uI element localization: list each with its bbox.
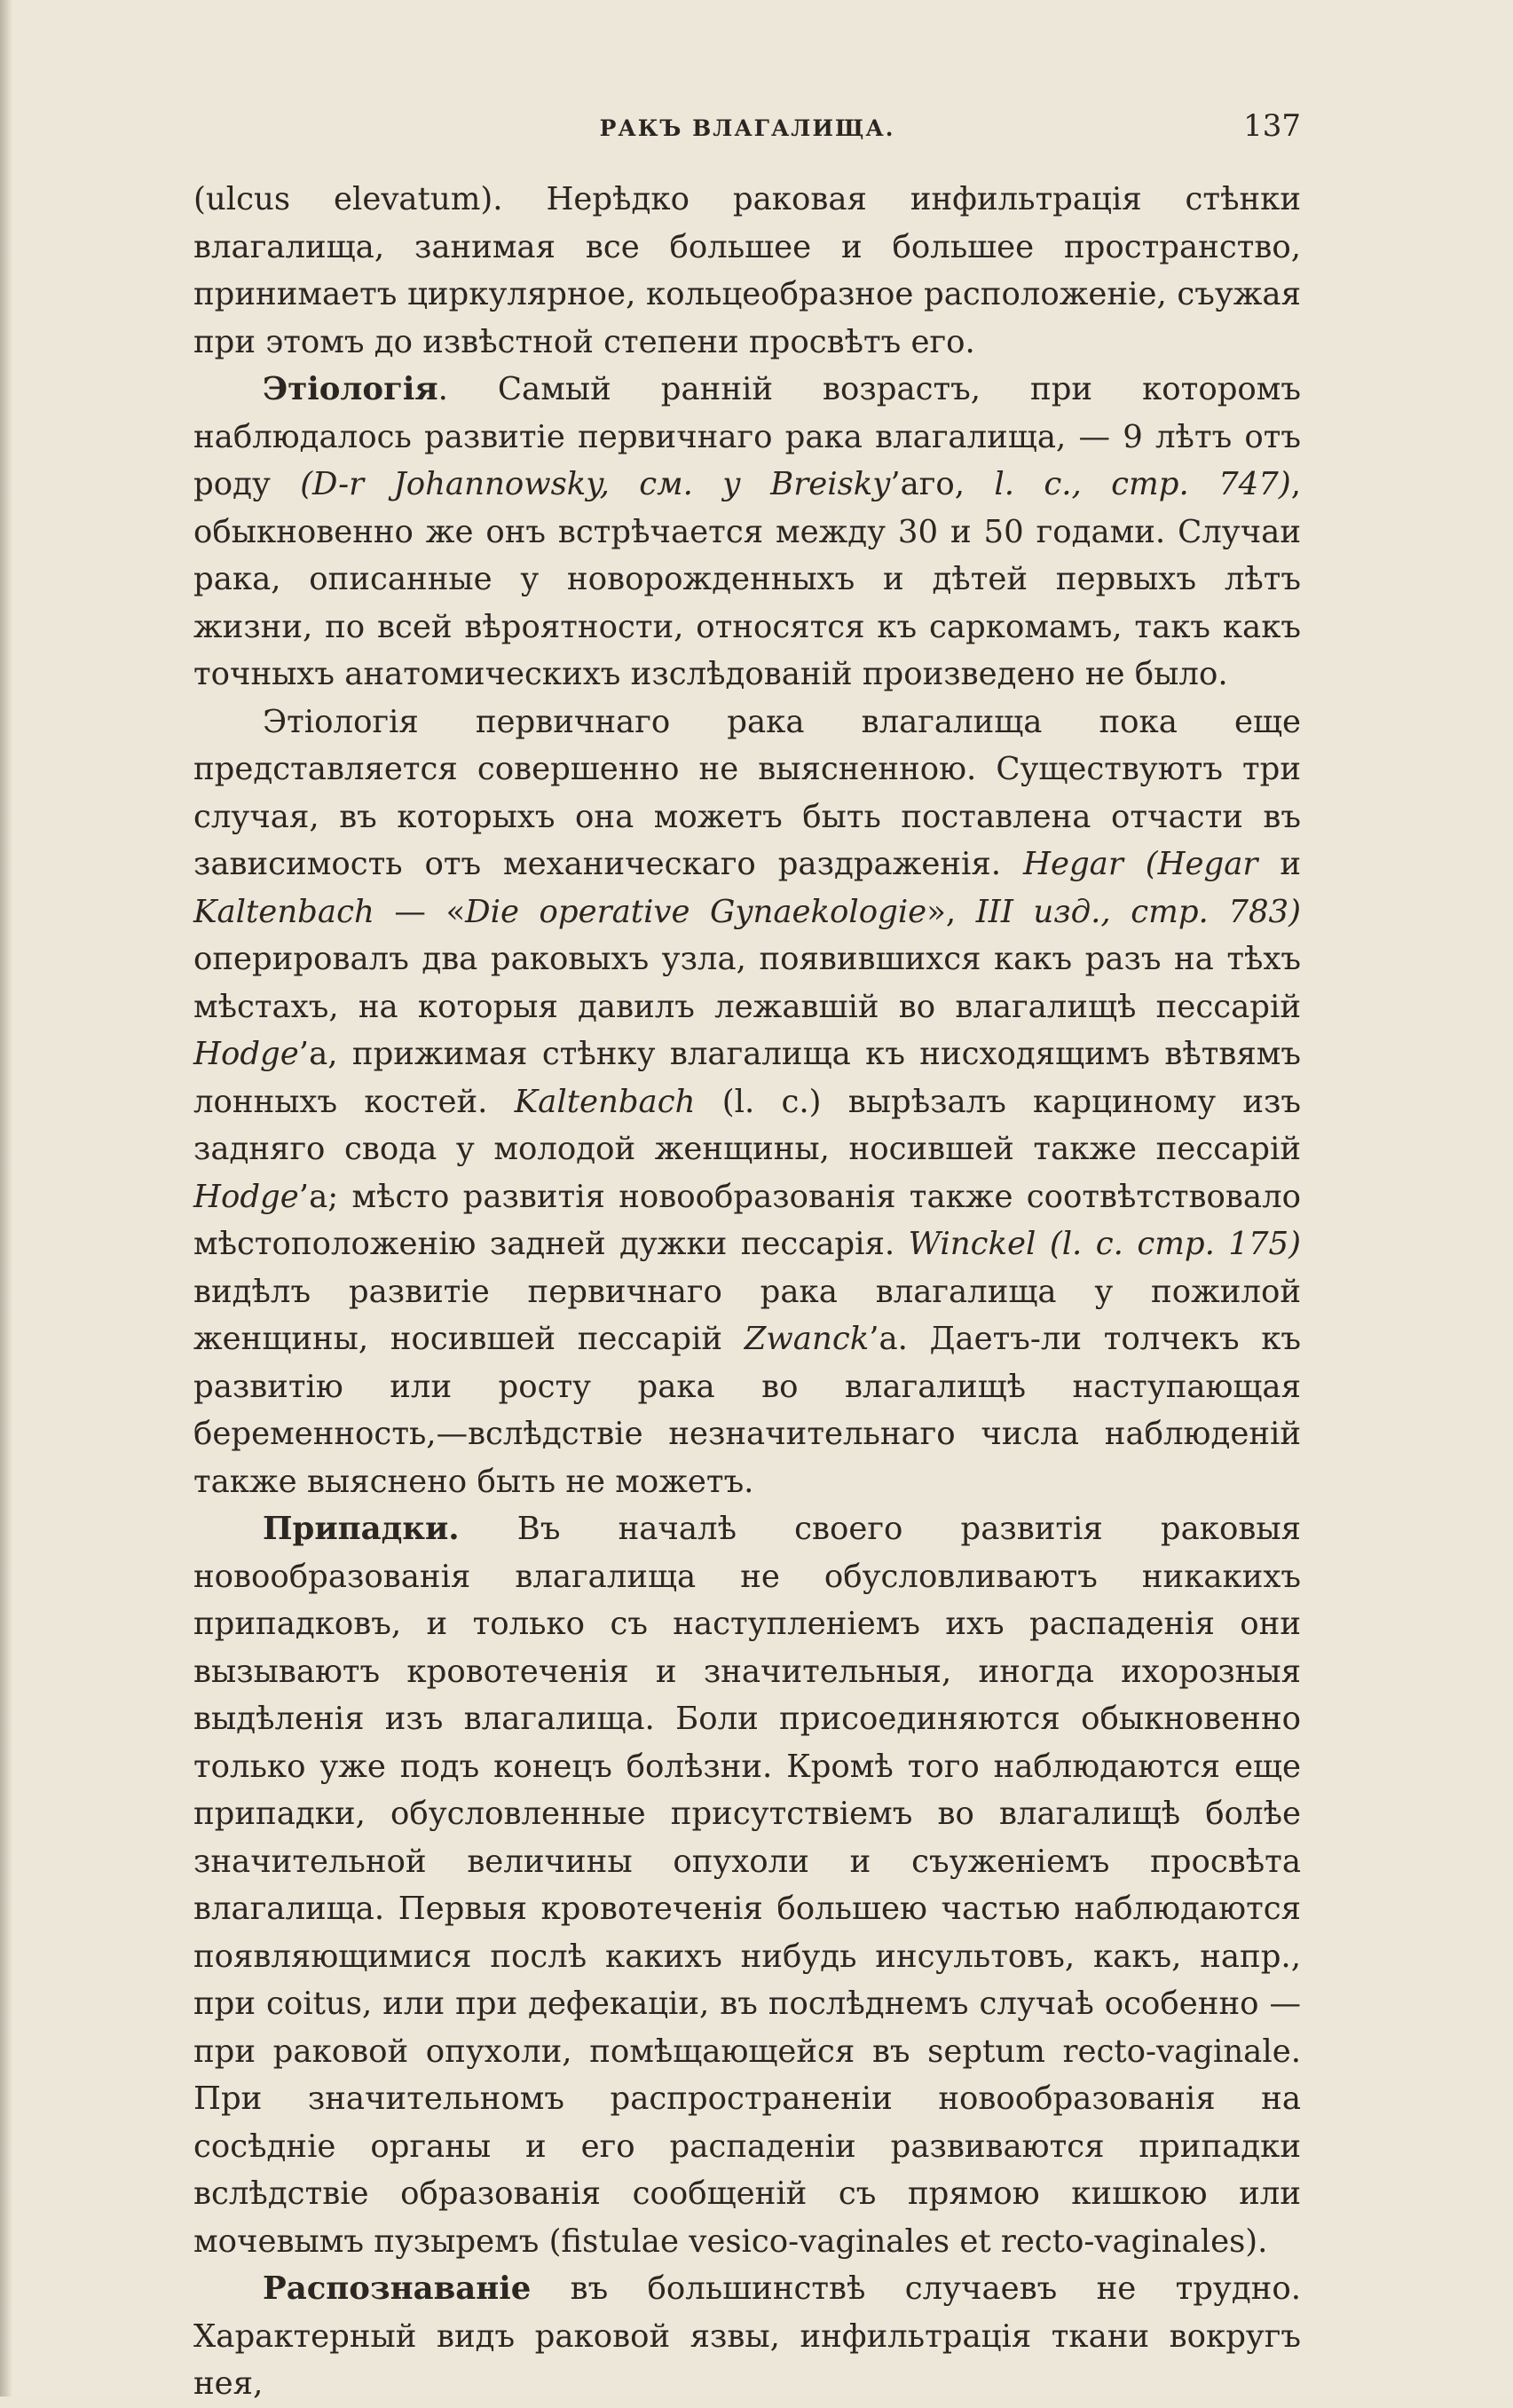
paragraph-text: — « <box>374 893 466 930</box>
citation-text: Kaltenbach <box>193 893 374 930</box>
page-edge-shadow <box>0 0 12 2396</box>
citation-text: (D-r Johannowsky, см. у Breisky <box>300 466 891 502</box>
citation-text: Zwanck <box>744 1321 870 1357</box>
paragraph-text: ’аго, <box>890 466 995 502</box>
citation-text: Winckel (l. c. стр. 175) <box>908 1226 1301 1262</box>
citation-text: Die operative Gynaekologie <box>465 893 927 930</box>
citation-text: Kaltenbach <box>514 1083 696 1120</box>
paragraph-text: , обыкновенно же онъ встрѣчается между 30 и 50 годами. Случаи рака, описанные у новорожденныхъ и дѣтей первыхъ лѣтъ жизни, по всей вѣроятности, относятся къ саркомамъ, такъ какъ точныхъ анатомическихъ изслѣдованій произведено не было. <box>193 466 1301 692</box>
paragraph <box>193 699 1301 1506</box>
paragraph-text: ’а, прижимая стѣнку влагалища къ нисходящимъ вѣтвямъ лонныхъ костей. <box>193 1036 1301 1120</box>
paragraph-text: ’а; мѣсто развитія новообразованія также соотвѣтствовало мѣстоположенію задней дужки пессарія. <box>193 1178 1301 1262</box>
paragraph-text: въ большинствѣ случаевъ не трудно. Характерный видъ раковой язвы, инфильтрація ткани вокругъ нея, <box>193 2270 1301 2402</box>
section-heading: Припадки. <box>263 1511 460 1547</box>
paragraph <box>193 366 1301 699</box>
paragraph-text: и <box>1257 846 1301 882</box>
citation-text: Hegar (Hegar <box>1022 846 1258 882</box>
page-header <box>193 108 1301 153</box>
section-heading: Распознаваніе <box>263 2270 532 2307</box>
paragraph-text: Въ началѣ своего развитія раковыя новообразованія влагалища не обусловливаютъ никакихъ припадковъ, и только съ наступленіемъ ихъ распаденія они вызываютъ кровотеченія и значительныя, иногда ихорозныя выдѣленія изъ влагалища. Боли присоединяются обыкновенно только уже подъ конецъ болѣзни. Кромѣ того наблюдаются еще припадки, обусловленные присутствіемъ во влагалищѣ болѣе значительной величины опухоли и съуженіемъ просвѣта влагалища. Первыя кровотеченія большею частью наблюдаются появляющимися послѣ какихъ нибудь инсультовъ, какъ, напр., при coitus, или при дефекаціи, въ послѣднемъ случаѣ особенно — при раковой опухоли, помѣщающейся въ septum recto-vaginale. При значительномъ распространеніи новообразованія на сосѣдніе органы и его распаденіи развиваются припадки вслѣдствіе образованія сообщеній съ прямою кишкою или мочевымъ пузыремъ (fistulae vesico-vaginales et recto-vaginales). <box>193 1511 1301 2260</box>
paragraph-text: . Самый ранній возрастъ, при которомъ наблюдалось развитіе первичнаго рака влагалища, — 9 лѣтъ отъ роду <box>193 371 1301 502</box>
running-title: РАКЪ ВЛАГАЛИЩА. <box>599 115 895 141</box>
citation-text: III изд., стр. 783) <box>975 893 1301 930</box>
paragraph-text: (l. c.) вырѣзалъ карциному изъ задняго свода у молодой женщины, носившей также пессарій <box>193 1083 1301 1167</box>
citation-text: l. c., стр. 747) <box>994 466 1291 502</box>
section-heading: Этіологія <box>263 371 438 407</box>
page-number: 137 <box>1243 108 1301 144</box>
paragraph <box>193 176 1301 366</box>
paragraph-text: оперировалъ два раковыхъ узла, появившихся какъ разъ на тѣхъ мѣстахъ, на которыя давилъ лежавшій во влагалищѣ пессарій <box>193 941 1301 1025</box>
paragraph-text: », <box>926 893 976 930</box>
paragraph <box>193 2265 1301 2408</box>
citation-text: Hodge <box>193 1036 299 1072</box>
paragraph <box>193 1505 1301 2265</box>
paragraph-text: (ulcus elevatum). Нерѣдко раковая инфильтрація стѣнки влагалища, занимая все большее и большее пространство, принимаетъ циркулярное, кольцеобразное расположеніе, съужая при этомъ до извѣстной степени просвѣтъ его. <box>193 181 1301 360</box>
paragraph-text: ’а. Даетъ-ли толчекъ къ развитію или росту рака во влагалищѣ наступающая беременность,—вслѣдствіе незначительнаго числа наблюденій также выяснено быть не можетъ. <box>193 1321 1301 1500</box>
paragraph-text: Этіологія первичнаго рака влагалища пока еще представляется совершенно не выясненною. Существуютъ три случая, въ которыхъ она можетъ быть поставлена отчасти въ зависимость отъ механическаго раздраженія. <box>193 703 1301 882</box>
citation-text: Hodge <box>193 1178 299 1215</box>
paragraph-text: видѣлъ развитіе первичнаго рака влагалища у пожилой женщины, носившей пессарій <box>193 1273 1301 1357</box>
body-text <box>193 176 1301 2408</box>
